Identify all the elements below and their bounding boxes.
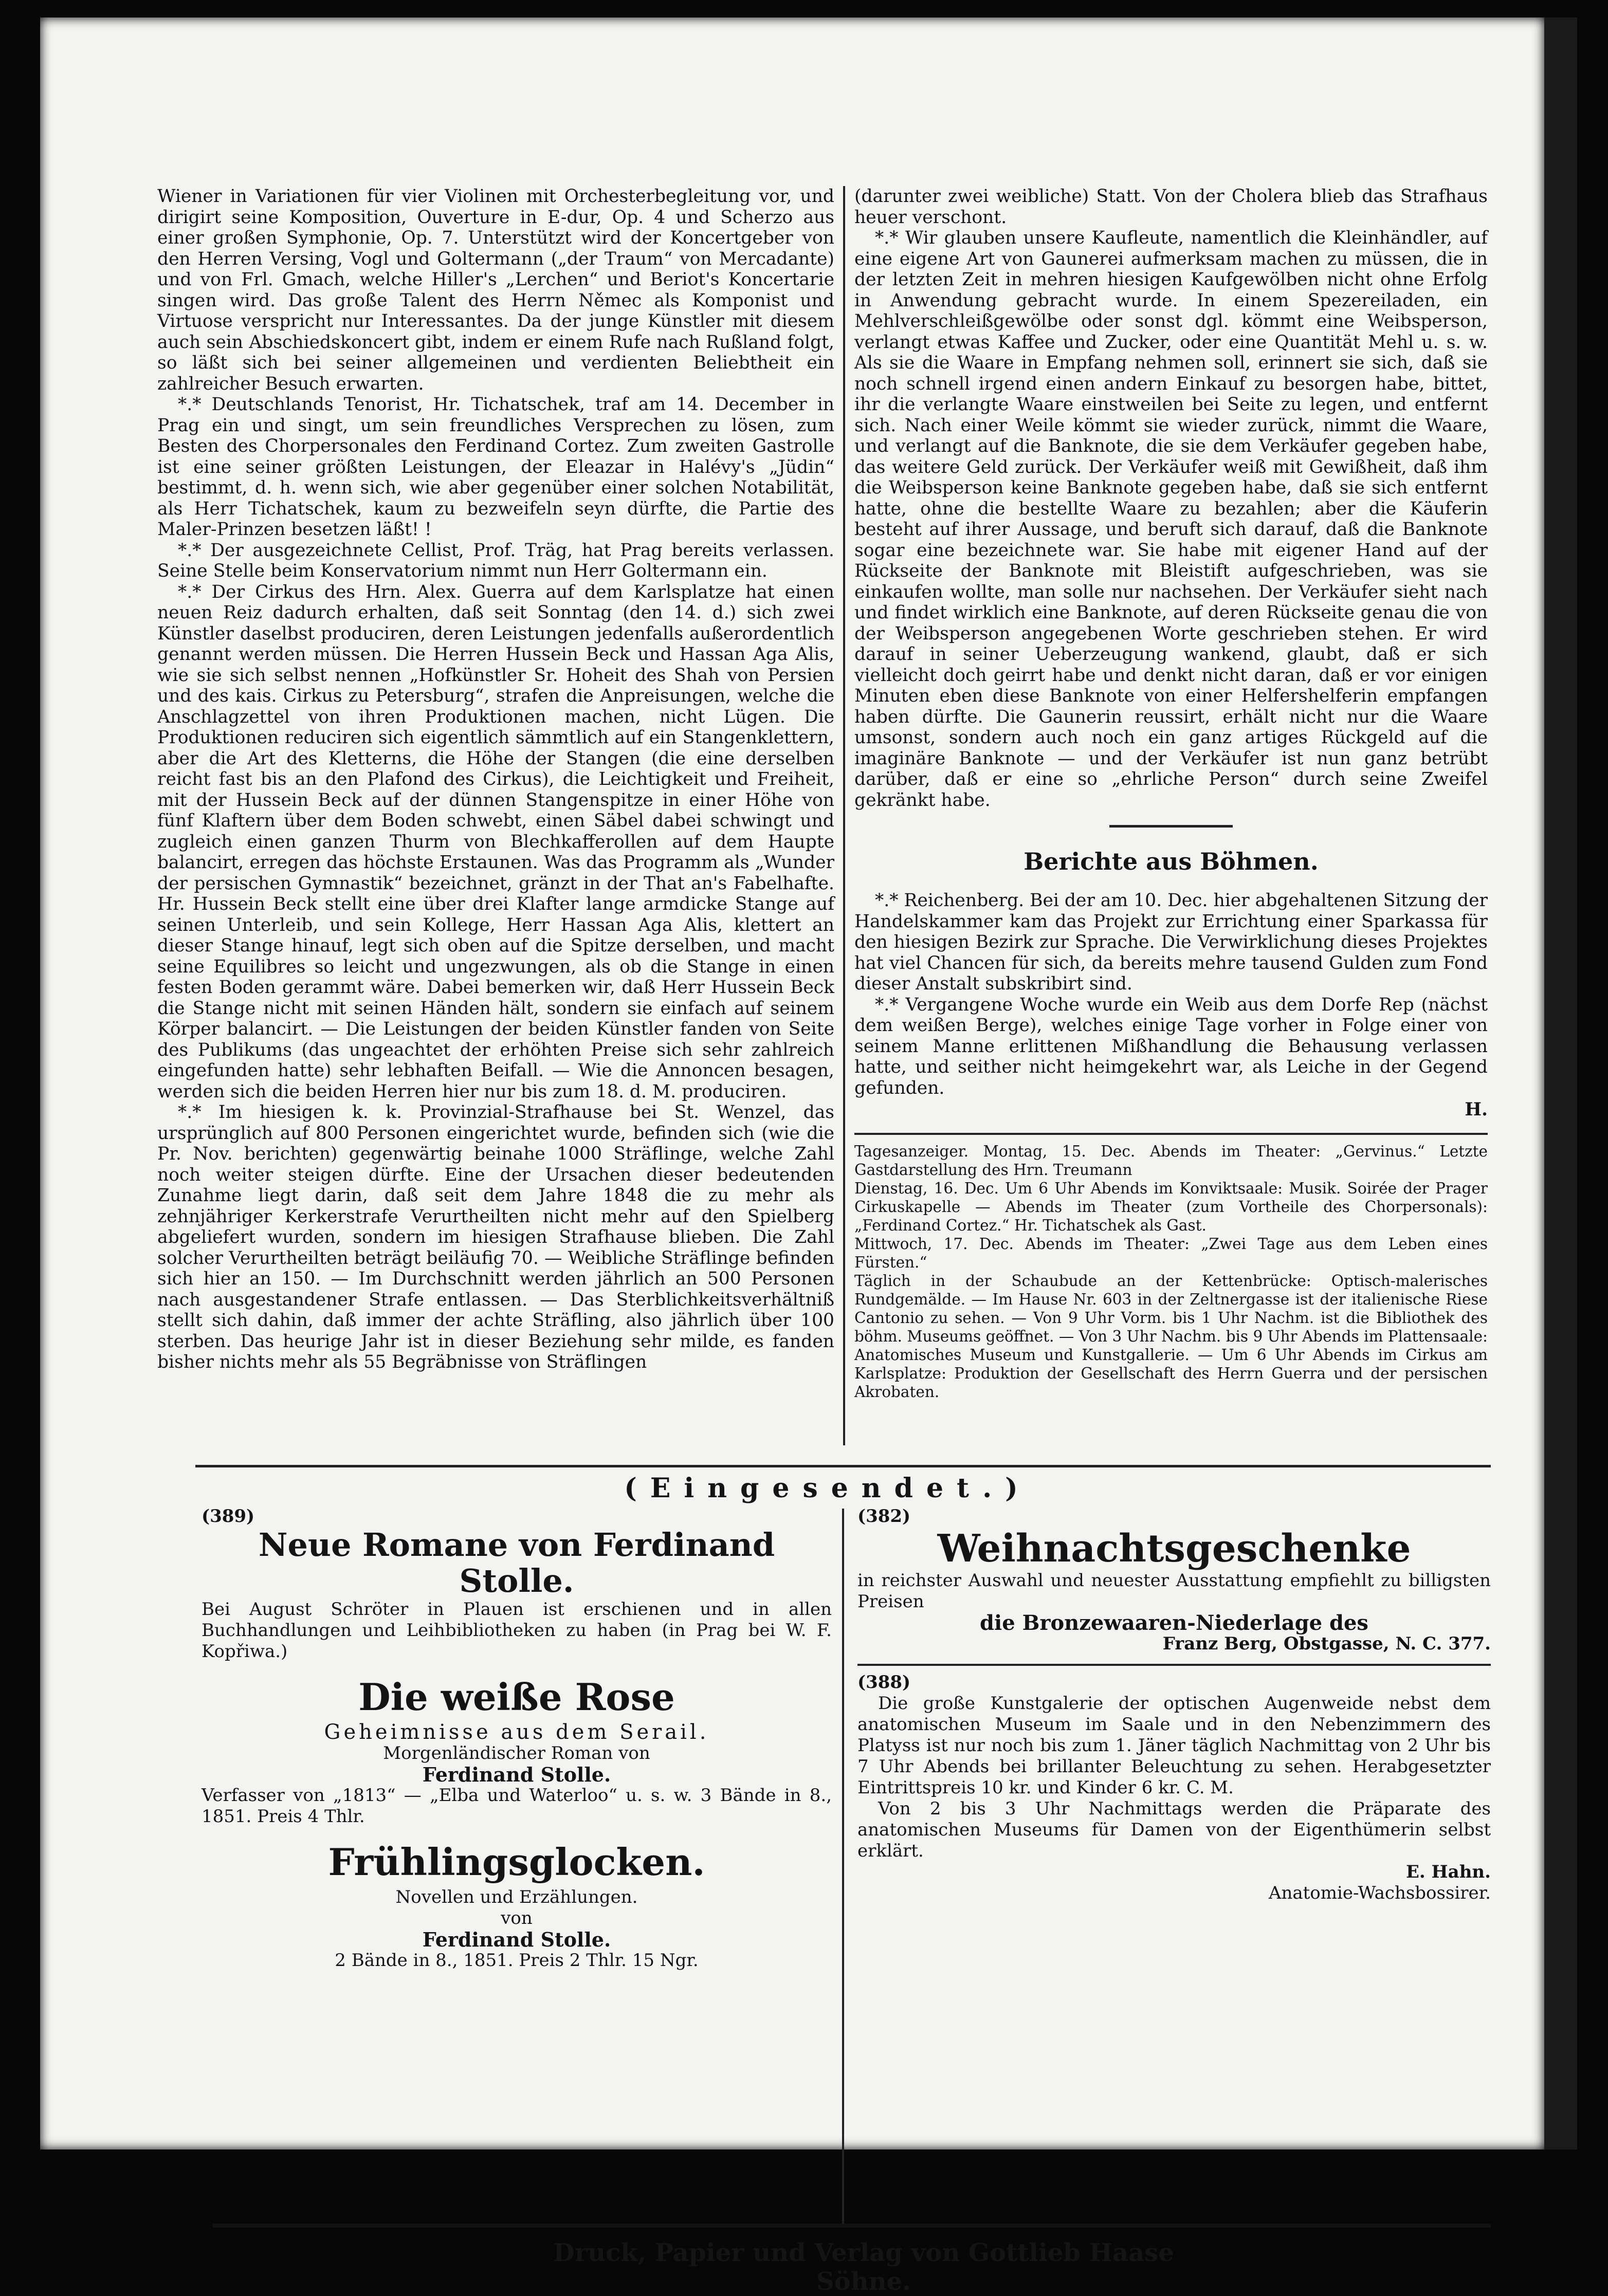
ad-number: (382) bbox=[857, 1506, 911, 1527]
divider bbox=[854, 1133, 1488, 1135]
listing: Täglich in der Schaubude an der Kettenbrücke: Optisch-malerisches Rundgemälde. — Im Hause Nr. 603 in der Zeltnergasse ist der italienische Riese Cantonio zu sehen. — Von 9 Uhr Vorm. bis 1 Uhr Nachm. ist die Bibliothek des böhm. Museums geöffnet. — Von 3 Uhr Nachm. bis 9 Uhr Abends im Plattensaale: Anatomisches Museum und Kunstgallerie. — Um 6 Uhr Abends im Cirkus am Karlsplatze: Produktion der Gesellschaft des Herrn Guerra und der persischen Akrobaten. bbox=[854, 1272, 1488, 1401]
book-subtitle: Novellen und Erzählungen. bbox=[395, 1887, 638, 1907]
book-author: Ferdinand Stolle. bbox=[422, 1928, 611, 1951]
ad-text: Die große Kunstgalerie der optischen Augenweide nebst dem anatomischen Museum im Saale und in den Nebenzimmern des Platyss ist nur noch bis zum 1. Jäner täglich Nachmittag von 2 Uhr bis 7 Uhr Abends bei brillanter Beleuchtung zu sehen. Herabgesetzter Eintrittspreis 10 kr. und Kinder 6 kr. C. M. bbox=[857, 1693, 1491, 1798]
listing: Mittwoch, 17. Dec. Abends im Theater: „Zwei Tage aus dem Leben eines Fürsten.“ bbox=[854, 1235, 1488, 1271]
advert-column-right bbox=[857, 1506, 1491, 1904]
imprint: Druck, Papier und Verlag von Gottlieb Haase Söhne. bbox=[553, 2238, 1174, 2296]
book-subtitle: Geheimnisse aus dem Serail. bbox=[324, 1720, 709, 1744]
book-details: 2 Bände in 8., 1851. Preis 2 Thlr. 15 Ngr. bbox=[335, 1950, 699, 1971]
paragraph: *.* Im hiesigen k. k. Provinzial-Strafhause bei St. Wenzel, das ursprünglich auf 800 Personen eingerichtet wurde, befinden sich (wie die Pr. Nov. berichten) gegenwärtig beinahe 1000 Sträflinge, welche Zahl noch weiter steigen dürfte. Eine der Ursachen dieser bedeutenden Zunahme liegt darin, daß seit dem Jahre 1848 die zu mehr als zehnjähriger Kerkerstrafe Verurtheilten nicht mehr auf den Spielberg abgeliefert wurden, sondern im hiesigen Strafhause blieben. Die Zahl solcher Verurtheilten beträgt beiläufig 70. — Weibliche Sträflinge befinden sich hier an 150. — Im Durchschnitt werden jährlich an 500 Personen nach ausgestandener Strafe entlassen. — Das Sterblichkeitsverhältniß stellt sich dahin, daß immer der achte Sträfling, also jährlich über 100 sterben. Das heurige Jahr ist in dieser Beziehung sehr milde, es fanden bisher nichts mehr als 55 Begräbnisse von Sträflingen bbox=[157, 1102, 834, 1372]
ad-title: Neue Romane von Ferdinand Stolle. bbox=[258, 1526, 775, 1600]
report: *.* Reichenberg. Bei der am 10. Dec. hier abgehaltenen Sitzung der Handelskammer kam das Projekt zur Errichtung einer Sparkassa für den hiesigen Bezirk zur Sprache. Die Verwirklichung dieses Projektes hat viel Chancen für sich, da bereits mehre tausend Gulden zum Fond dieser Anstalt subskribirt sind. bbox=[854, 890, 1488, 994]
divider bbox=[857, 1664, 1491, 1666]
left-column bbox=[157, 186, 834, 1373]
report-signature: H. bbox=[1465, 1099, 1488, 1120]
book-title: Die weiße Rose bbox=[358, 1675, 675, 1719]
paragraph: (darunter zwei weibliche) Statt. Von der Cholera blieb das Strafhaus heuer verschont. bbox=[854, 186, 1488, 228]
ad-intro: Bei August Schröter in Plauen ist erschienen und in allen Buchhandlungen und Leihbibliotheken zu haben (in Prag bei W. F. Kopřiwa.) bbox=[202, 1599, 832, 1662]
right-column bbox=[854, 186, 1488, 1401]
ad-text: in reichster Auswahl und neuester Ausstattung empfiehlt zu billigsten Preisen bbox=[857, 1570, 1491, 1612]
listing: Dienstag, 16. Dec. Um 6 Uhr Abends im Konviktsaale: Musik. Soirée der Prager Cirkuskapelle — Abends im Theater (zum Vortheile des Chorpersonals): „Ferdinand Cortez.“ Hr. Tichatschek als Gast. bbox=[854, 1179, 1488, 1234]
listing: Tagesanzeiger. Montag, 15. Dec. Abends im Theater: „Gervinus.“ Letzte Gastdarstellung des Hrn. Treumann bbox=[854, 1142, 1488, 1179]
ad-owner: Franz Berg, Obstgasse, N. C. 377. bbox=[1162, 1633, 1491, 1654]
bottom-rule bbox=[213, 2224, 1491, 2228]
ads-column-divider bbox=[842, 1509, 844, 2224]
column-divider bbox=[843, 186, 845, 1445]
ad-text: Von 2 bis 3 Uhr Nachmittags werden die Präparate des anatomischen Museums für Damen von der Eigenthümerin selbst erklärt. bbox=[857, 1798, 1491, 1861]
paragraph: *.* Wir glauben unsere Kaufleute, namentlich die Kleinhändler, auf eine eigene Art von Gaunerei aufmerksam machen zu müssen, die in der letzten Zeit in mehren hiesigen Kaufgewölben nicht ohne Erfolg in Anwendung gebracht wurde. In einem Spezereiladen, ein Mehlverschleißgewölbe oder sonst dgl. kömmt eine Weibsperson, verlangt etwas Kaffee und Zucker, oder eine Quantität Mehl u. s. w. Als sie die Waare in Empfang nehmen soll, erinnert sie sich, daß sie noch schnell irgend einen andern Einkauf zu besorgen habe, bittet, ihr die verlangte Waare einstweilen bei Seite zu legen, und entfernt sich. Nach einer Weile kömmt sie wieder zurück, nimmt die Waare, und verlangt auf die Banknote, die sie dem Verkäufer gegeben habe, das weitere Geld zurück. Der Verkäufer weiß mit Gewißheit, daß ihm die Weibsperson keine Banknote gegeben habe, daß sie sich entfernt hatte, ohne die bestellte Waare zu bezahlen; aber die Käuferin besteht auf ihrer Aussage, und beruft sich darauf, daß die Banknote sogar eine bezeichnete war. Sie habe mit eigener Hand auf der Rückseite der Banknote mit Bleistift aufgeschrieben, was sie einkaufen wollte, man solle nur nachsehen. Der Verkäufer sieht nach und findet wirklich eine Banknote, auf deren Rückseite genau die von der Weibsperson angegebenen Worte geschrieben stehen. Er wird darauf in seiner Ueberzeugung wankend, glaubt, daß er sich vielleicht doch geirrt habe und denkt nicht daran, daß er vor einigen Minuten eben diese Banknote von einer Helfershelferin empfangen haben dürfte. Die Gaunerin reussirt, erhält nicht nur die Waare umsonst, sondern auch noch ein ganz artiges Rückgeld auf die imaginäre Banknote — und der Verkäufer ist nun ganz betrübt darüber, daß er eine so „ehrliche Person“ durch seine Zweifel gekränkt habe. bbox=[854, 228, 1488, 811]
ad-number: (389) bbox=[202, 1506, 255, 1527]
paragraph: Wiener in Variationen für vier Violinen mit Orchesterbegleitung vor, und dirigirt seine Komposition, Ouverture in E-dur, Op. 4 und Scherzo aus einer großen Symphonie, Op. 7. Unterstützt wird der Koncertgeber von den Herren Versing, Vogl und Goltermann („der Traum“ von Mercadante) und von Frl. Gmach, welche Hiller's „Lerchen“ und Beriot's Koncertarie singen wird. Das große Talent des Herrn Němec als Komponist und Virtuose verspricht nur Interessantes. Da der junge Künstler mit diesem auch sein Abschiedskoncert gibt, indem er einem Rufe nach Rußland folgt, so läßt sich bei seiner allgemeinen und verdienten Beliebtheit ein zahlreicher Besuch erwarten. bbox=[157, 186, 834, 394]
advert-books bbox=[202, 1506, 832, 1971]
ad-number: (388) bbox=[857, 1672, 911, 1693]
ad-title: Weihnachtsgeschenke bbox=[937, 1527, 1411, 1571]
tagesanzeiger bbox=[854, 1142, 1488, 1401]
book-author: Ferdinand Stolle. bbox=[422, 1763, 611, 1786]
report: *.* Vergangene Woche wurde ein Weib aus dem Dorfe Rep (nächst dem weißen Berge), welches einige Tage vorher in Folge einer von seinem Manne erlittenen Mißhandlung die Behausung verlassen hatte, und seither nicht heimgekehrt war, als Leiche in der Gegend gefunden. bbox=[854, 994, 1488, 1098]
book-by: von bbox=[501, 1908, 533, 1928]
paragraph: *.* Deutschlands Tenorist, Hr. Tichatschek, traf am 14. December in Prag ein und singt, um sein freundliches Versprechen zu lösen, zum Besten des Chorpersonales den Ferdinand Cortez. Zum zweiten Gastrolle ist eine seiner größten Leistungen, der Eleazar in Halévy's „Jüdin“ bestimmt, d. h. wenn sich, wie aber gegenüber einer solchen Notabilität, als Herr Tichatschek, kaum zu bezweifeln seyn dürfte, die Partie des Maler-Prinzen besetzen läßt! ! bbox=[157, 394, 834, 540]
paragraph: *.* Der ausgezeichnete Cellist, Prof. Träg, hat Prag bereits verlassen. Seine Stelle beim Konservatorium nimmt nun Herr Goltermann ein. bbox=[157, 540, 834, 581]
section-divider bbox=[1109, 825, 1233, 828]
ads-divider bbox=[195, 1465, 1491, 1467]
ad-shop: die Bronzewaaren-Niederlage des bbox=[980, 1611, 1368, 1635]
eingesendet-heading: (Eingesendet.) bbox=[624, 1473, 1031, 1504]
book-title: Frühlingsglocken. bbox=[328, 1840, 705, 1884]
book-genre: Morgenländischer Roman von bbox=[383, 1743, 650, 1764]
ad-signature-role: Anatomie-Wachsbossirer. bbox=[1268, 1883, 1491, 1903]
ad-signature: E. Hahn. bbox=[1405, 1862, 1491, 1882]
paragraph: *.* Der Cirkus des Hrn. Alex. Guerra auf dem Karlsplatze hat einen neuen Reiz dadurch erhalten, daß seit Sonntag (den 14. d.) sich zwei Künstler daselbst produciren, deren Leistungen jedenfalls außerordentlich genannt werden müssen. Die Herren Hussein Beck und Hassan Aga Alis, wie sie sich selbst nennen „Hofkünstler Sr. Hoheit des Shah von Persien und des kais. Cirkus zu Petersburg“, strafen die Anpreisungen, welche die Anschlagzettel von ihren Produktionen machen, nicht Lügen. Die Produktionen reduciren sich eigentlich sämmtlich auf ein Stangenklettern, aber die Art des Kletterns, die Höhe der Stangen (die eine derselben reicht fast bis an den Plafond des Cirkus), die Leichtigkeit und Freiheit, mit der Hussein Beck auf der dünnen Stangenspitze in einer Höhe von fünf Klaftern über dem Boden schwebt, einen Säbel dabei schwingt und zugleich einen ganzen Thurm von Blechkafferollen auf dem Haupte balancirt, erregen das höchste Erstaunen. Was das Programm als „Wunder der persischen Gymnastik“ bezeichnet, gränzt in der That an's Fabelhafte. Hr. Hussein Beck stellt eine über drei Klafter lange armdicke Stange auf seinen Unterleib, und sein Kollege, Herr Hassan Aga Alis, klettert an dieser Stange hinauf, legt sich oben auf die Spitze derselben, und macht seine Equilibres so leicht und ungezwungen, als ob die Stange in einen festen Boden gerammt wäre. Dabei bemerken wir, daß Herr Hussein Beck die Stange nicht mit seinen Händen hält, sondern sie einfach auf seinem Körper balancirt. — Die Leistungen der beiden Künstler fanden von Seite des Publikums (das ungeachtet der erhöhten Preise sich sehr zahlreich eingefunden hatte) sehr lebhaften Beifall. — Wie die Annoncen besagen, werden sich die beiden Herren hier nur bis zum 18. d. M. produciren. bbox=[157, 581, 834, 1102]
book-details: Verfasser von „1813“ — „Elba und Waterloo“ u. s. w. 3 Bände in 8., 1851. Preis 4 Thlr. bbox=[202, 1785, 832, 1827]
section-title: Berichte aus Böhmen. bbox=[1024, 848, 1319, 875]
